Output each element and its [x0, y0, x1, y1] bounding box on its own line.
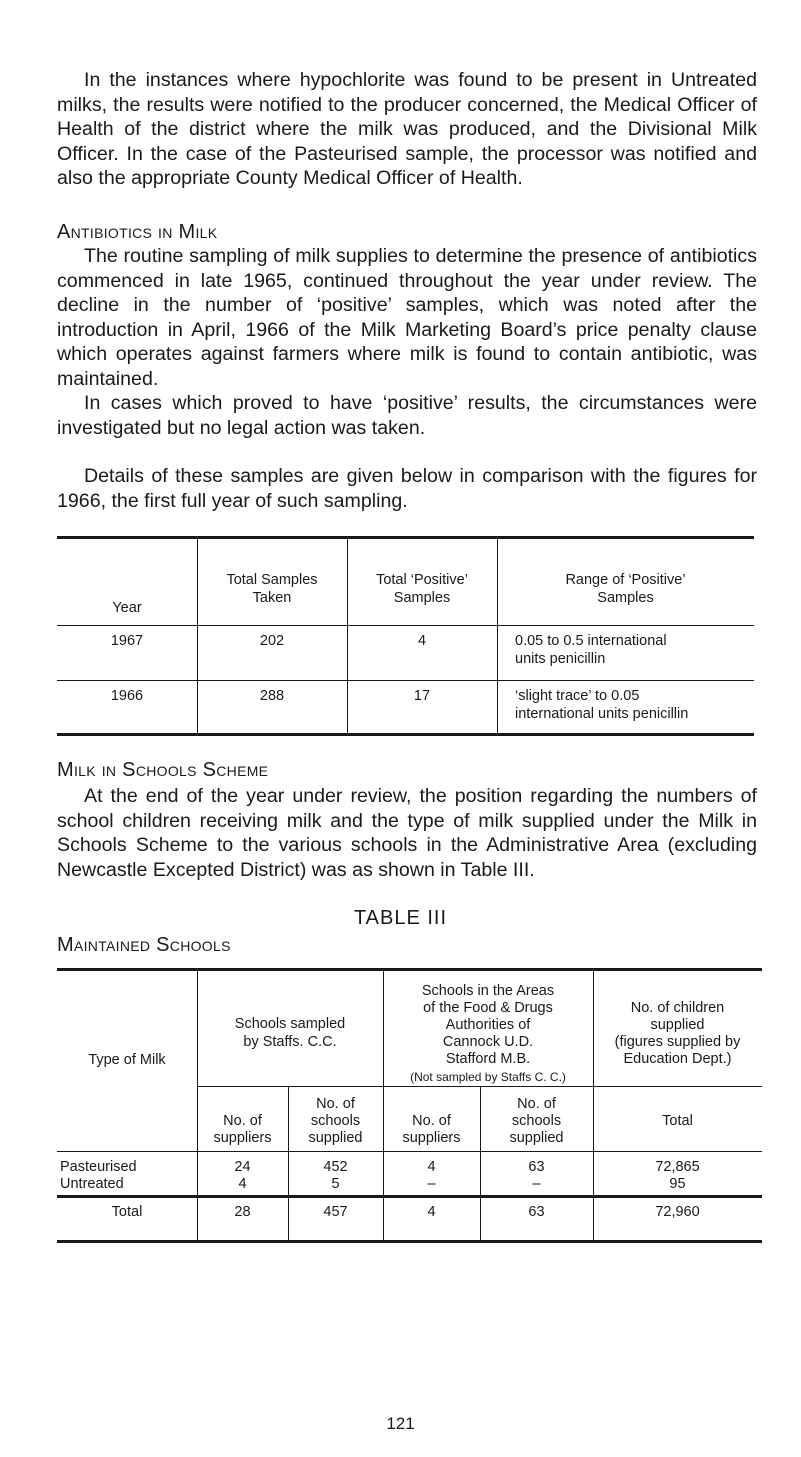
cell-schools: 452: [323, 1159, 348, 1175]
header-children: No. of children: [630, 1000, 725, 1016]
header-total-samples: Taken: [252, 590, 292, 606]
table-rule: [288, 1196, 289, 1240]
table-rule: [480, 1196, 481, 1240]
cell-range: international units penicillin: [515, 706, 689, 722]
subheader-suppliers: suppliers: [402, 1130, 461, 1146]
header-total-samples: Total Samples: [226, 572, 318, 588]
paragraph-antibiotics: The routine sampling of milk supplies to determine the presence of antibiotics commenced in late 1965, continued throughout the year under review. The decline in the number of ‘positive’ samples, which was noted after the introduction in April, 1966 of the Milk Marketing Board’s price penalty clause which operates against farmers where milk is found to contain antibiotic, was maintained.: [57, 245, 757, 390]
header-year: Year: [112, 600, 142, 616]
cell-positive: 4: [417, 633, 427, 649]
row-type: Pasteurised: [60, 1159, 137, 1175]
cell-range: 0.05 to 0.5 international: [515, 633, 667, 649]
heading-milk-in-schools: Milk in Schools Scheme: [57, 759, 269, 781]
total-schools: 457: [323, 1204, 348, 1220]
paragraph-hypochlorite: In the instances where hypochlorite was found to be present in Untreated milks, the results were notified to the producer concerned, the Medical Officer of Health of the district where the milk was produced, and the Divisional Milk Officer. In the case of the Pasteurised sample, the processor was notified and also the appropriate County Medical Officer of Health.: [57, 69, 757, 190]
header-areas: Stafford M.B.: [445, 1051, 531, 1067]
header-total-positive: Total ‘Positive’: [376, 572, 468, 588]
heading-antibiotics: Antibiotics in Milk: [57, 221, 218, 243]
paragraph-schools: At the end of the year under review, the position regarding the numbers of school children receiving milk and the type of milk supplied under the Milk in Schools Scheme to the various schools in the Administrative Area (excluding Newcastle Excepted District) was as shown in Table III.: [57, 785, 757, 881]
cell-year: 1966: [110, 688, 144, 704]
cell-taken: 288: [259, 688, 285, 704]
cell-suppliers: 24: [234, 1159, 251, 1175]
cell-area-suppliers: 4: [427, 1159, 436, 1175]
cell-total: 72,865: [655, 1159, 700, 1175]
header-schools-sampled: by Staffs. C.C.: [243, 1034, 337, 1050]
total-area-suppliers: 4: [427, 1204, 436, 1220]
table-rule: [57, 733, 754, 736]
header-children: supplied: [650, 1017, 705, 1033]
paragraph-positive-results: In cases which proved to have ‘positive’ results, the circumstances were investigated but no legal action was taken.: [57, 392, 757, 439]
header-areas-note: (Not sampled by Staffs C. C.): [410, 1070, 566, 1084]
subheader-no-of: No. of: [316, 1096, 355, 1112]
table-rule: [197, 1196, 198, 1240]
subheader-no-of: No. of: [223, 1113, 262, 1129]
table-rule: [57, 1151, 762, 1152]
header-type-of-milk: Type of Milk: [88, 1052, 166, 1068]
header-children: (figures supplied by: [614, 1034, 741, 1050]
header-schools-sampled: Schools sampled: [234, 1016, 346, 1032]
table-rule: [383, 1196, 384, 1240]
subheader-suppliers: suppliers: [213, 1130, 272, 1146]
header-range: Range of ‘Positive’: [565, 572, 686, 588]
cell-area-schools: –: [532, 1176, 541, 1192]
cell-range: ‘slight trace’ to 0.05: [515, 688, 640, 704]
row-type: Untreated: [60, 1176, 124, 1192]
cell-schools: 5: [331, 1176, 340, 1192]
subheader-supplied: supplied: [308, 1130, 363, 1146]
header-areas: Schools in the Areas: [421, 983, 555, 999]
table-rule: [57, 625, 754, 626]
page-number: 121: [386, 1414, 415, 1433]
subheader-total: Total: [662, 1113, 693, 1129]
subheader-no-of: No. of: [517, 1096, 556, 1112]
cell-year: 1967: [110, 633, 144, 649]
cell-suppliers: 4: [238, 1176, 247, 1192]
total-children: 72,960: [655, 1204, 700, 1220]
subheader-supplied: supplied: [509, 1130, 564, 1146]
header-range: Samples: [597, 590, 654, 606]
cell-area-schools: 63: [528, 1159, 545, 1175]
subheader-schools: schools: [511, 1113, 562, 1129]
header-areas: Cannock U.D.: [442, 1034, 534, 1050]
total-suppliers: 28: [234, 1204, 251, 1220]
table-rule: [57, 1240, 762, 1243]
table-rule: [593, 1196, 594, 1240]
header-total-positive: Samples: [393, 590, 451, 606]
subheader-no-of: No. of: [412, 1113, 451, 1129]
total-area-schools: 63: [528, 1204, 545, 1220]
heading-maintained-schools: Maintained Schools: [57, 934, 231, 956]
table-rule: [57, 1196, 762, 1197]
table-rule: [57, 536, 754, 539]
table-title: TABLE III: [353, 907, 448, 929]
cell-taken: 202: [259, 633, 285, 649]
header-areas: Authorities of: [445, 1017, 531, 1033]
total-row-label: Total: [111, 1204, 143, 1220]
header-areas: of the Food & Drugs: [423, 1000, 553, 1016]
cell-range: units penicillin: [515, 651, 606, 667]
header-children: Education Dept.): [623, 1051, 732, 1067]
cell-positive: 17: [413, 688, 431, 704]
subheader-schools: schools: [310, 1113, 361, 1129]
table-rule: [57, 680, 754, 681]
cell-area-suppliers: –: [427, 1176, 436, 1192]
table-rule: [57, 968, 762, 971]
table-rule: [497, 539, 498, 733]
cell-total: 95: [669, 1176, 686, 1192]
paragraph-details: Details of these samples are given below in comparison with the figures for 1966, the first full year of such sampling.: [57, 465, 757, 512]
